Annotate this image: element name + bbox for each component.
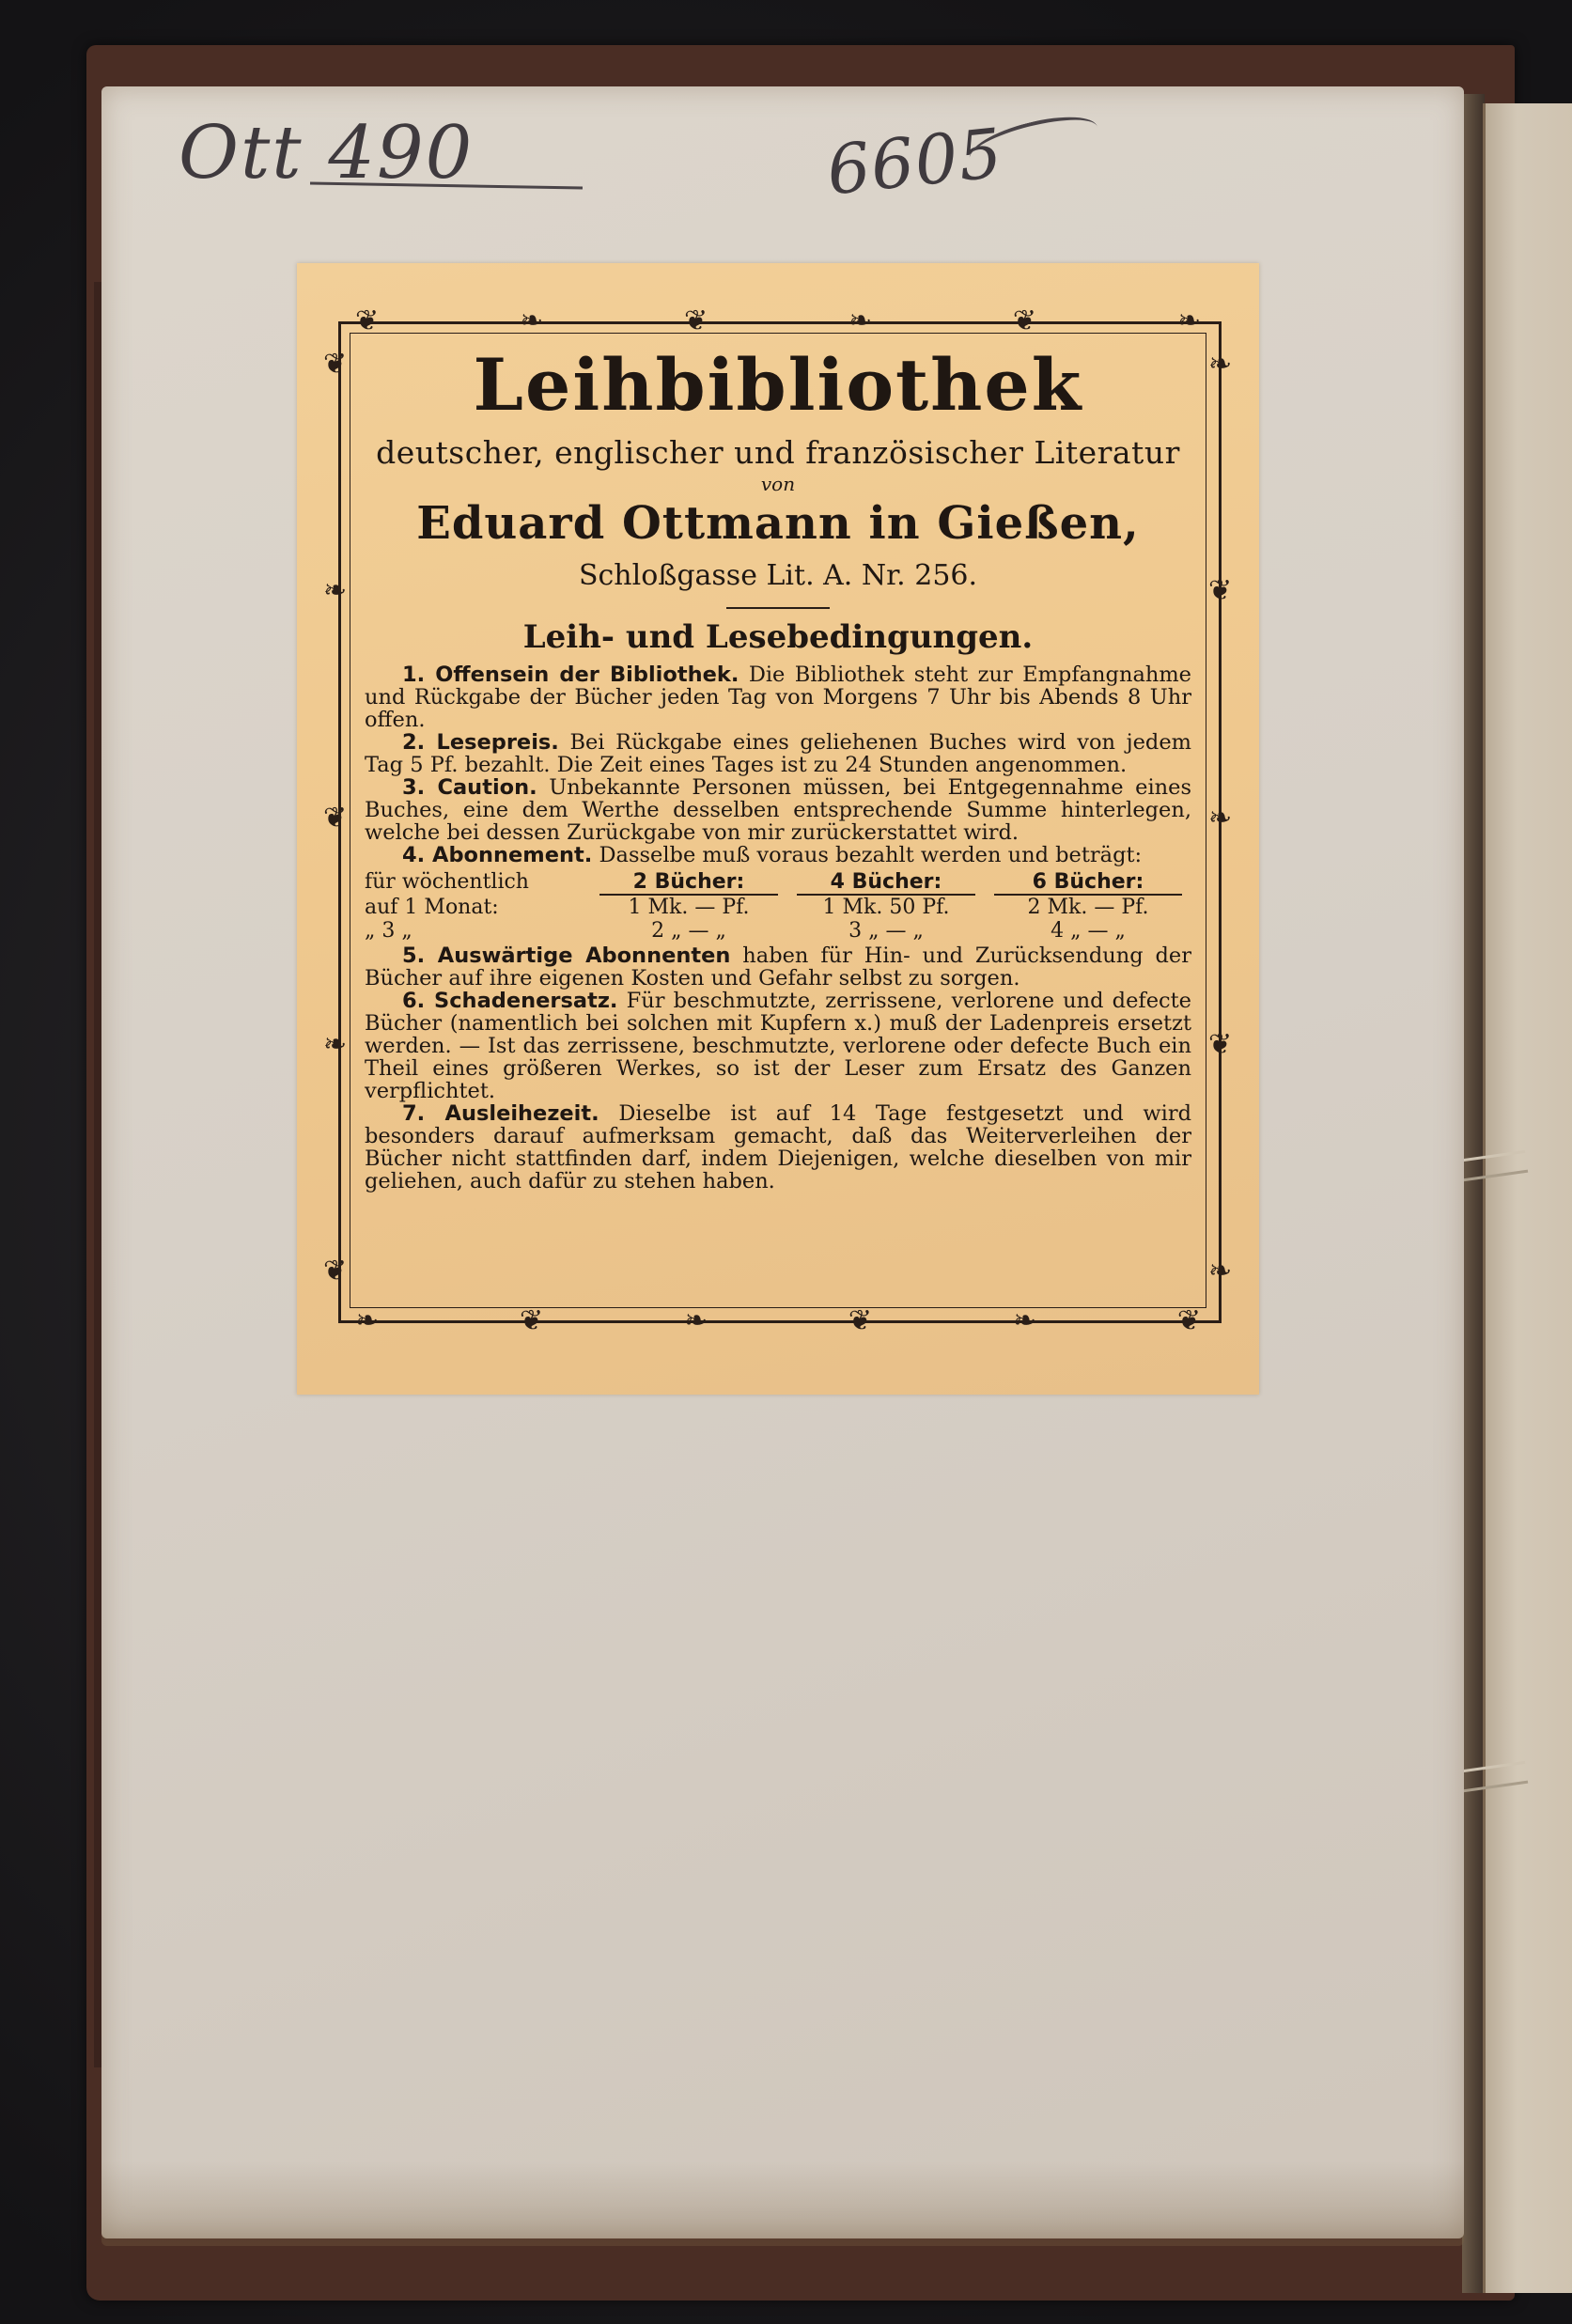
ornament-row-bottom — [355, 1304, 1201, 1337]
condition-text: haben für Hin- und Zurücksendung der Bücher auf ihre eigenen Kosten und Gefahr selbst zu sorgen. — [365, 944, 1191, 990]
label-address: Schloßgasse Lit. A. Nr. 256. — [578, 559, 978, 592]
subscription-price-table — [365, 870, 1191, 943]
condition-3 — [365, 776, 1191, 844]
price-cell: 2 „ — „ — [651, 919, 726, 943]
book-spine-gap — [1462, 94, 1485, 2293]
condition-lead: 5. Auswärtige Abonnenten — [402, 944, 731, 968]
scroll-ornament-icon: ❧ — [323, 1027, 348, 1061]
scroll-ornament-icon: ❧ — [519, 304, 544, 337]
label-subtitle: deutscher, englischer und französischer Literatur — [376, 434, 1180, 471]
condition-lead: 1. Offensein der Bibliothek. — [402, 663, 739, 687]
label-von: von — [760, 473, 796, 495]
scroll-ornament-icon: ❧ — [683, 1304, 708, 1337]
condition-6 — [365, 990, 1191, 1102]
ornament-column-left — [323, 348, 347, 1287]
price-row-header: für wöchentlich — [365, 870, 529, 894]
scroll-ornament-icon: ❦ — [519, 1304, 544, 1337]
condition-lead: 6. Schadenersatz. — [402, 989, 618, 1013]
ornament-row-top — [355, 304, 1201, 337]
scroll-ornament-icon: ❦ — [323, 801, 348, 834]
price-cell: 3 „ — „ — [848, 919, 924, 943]
price-col-6-books: 6 Bücher: — [994, 870, 1182, 896]
condition-text: Für beschmutzte, zerrissene, verlorene und defecte Bücher (namentlich bei solchen mit Kupfern x.) muß der Ladenpreis ersetzt werden. — Ist das zerrissene, beschmutzte, verlorene oder defecte Buch ein Theil eines größeren Werkes, so ist der Leser zum Ersatz des Ganzen verpflichtet. — [365, 989, 1191, 1103]
condition-2 — [365, 731, 1191, 776]
condition-text: Dieselbe ist auf 14 Tage festgesetzt und wird besonders darauf aufmerksam gemacht, daß das Weiterverleihen der Bücher nicht stattfinden darf, indem Diejenigen, welche dieselben von mir geliehen, auch dafür zu stehen haben. — [365, 1101, 1191, 1193]
scroll-ornament-icon: ❧ — [1208, 348, 1233, 381]
condition-text: Bei Rückgabe eines geliehenen Buches wird von jedem Tag 5 Pf. bezahlt. Die Zeit eines Tages ist zu 24 Stunden angenommen. — [365, 730, 1191, 777]
price-row-1-label: auf 1 Monat: — [365, 896, 499, 919]
scroll-ornament-icon: ❧ — [355, 1304, 380, 1337]
condition-1 — [365, 663, 1191, 731]
condition-text: Dasselbe muß voraus bezahlt werden und beträgt: — [592, 843, 1143, 867]
handwritten-inventory-number: 6605 — [823, 113, 1007, 211]
page-stain — [101, 2161, 1464, 2246]
price-col-2-books: 2 Bücher: — [599, 870, 778, 896]
facing-page — [1483, 103, 1572, 2293]
condition-5 — [365, 944, 1191, 990]
scroll-ornament-icon: ❧ — [1176, 304, 1201, 337]
scroll-ornament-icon: ❦ — [323, 348, 348, 381]
scroll-ornament-icon: ❧ — [1208, 801, 1233, 834]
condition-text: Die Bibliothek steht zur Empfangnahme und Rückgabe der Bücher jeden Tag von Morgens 7 Uhr bis Abends 8 Uhr offen. — [365, 663, 1191, 732]
label-divider — [726, 607, 830, 609]
condition-7 — [365, 1102, 1191, 1193]
library-bookplate-label — [297, 263, 1259, 1395]
price-cell: 1 Mk. 50 Pf. — [822, 896, 950, 919]
scroll-ornament-icon: ❧ — [1012, 1304, 1037, 1337]
label-title: Leihbibliothek — [473, 343, 1083, 427]
ornament-column-right — [1208, 348, 1232, 1287]
price-cell: 2 Mk. — Pf. — [1027, 896, 1149, 919]
scroll-ornament-icon: ❦ — [848, 1304, 873, 1337]
condition-text: Unbekannte Personen müssen, bei Entgegennahme eines Buches, eine dem Werthe desselben entsprechende Summe hinterlegen, welche bei dessen Zurückgabe von mir zurückerstattet wird. — [365, 775, 1191, 845]
price-row-2-label: „ 3 „ — [365, 919, 412, 943]
scroll-ornament-icon: ❧ — [323, 574, 348, 608]
label-owner: Eduard Ottmann in Gießen, — [416, 497, 1140, 550]
scroll-ornament-icon: ❦ — [1208, 574, 1233, 608]
price-cell: 1 Mk. — Pf. — [628, 896, 750, 919]
conditions-heading: Leih- und Lesebedingungen. — [522, 618, 1034, 656]
scroll-ornament-icon: ❦ — [683, 304, 708, 337]
scroll-ornament-icon: ❦ — [323, 1255, 348, 1287]
label-content — [365, 342, 1191, 1193]
scroll-ornament-icon: ❧ — [1208, 1255, 1233, 1287]
price-cell: 4 „ — „ — [1051, 919, 1126, 943]
scroll-ornament-icon: ❦ — [355, 304, 380, 337]
scroll-ornament-icon: ❧ — [848, 304, 873, 337]
scroll-ornament-icon: ❦ — [1208, 1027, 1233, 1061]
condition-lead: 4. Abonnement. — [402, 843, 593, 867]
price-col-4-books: 4 Bücher: — [797, 870, 975, 896]
handwritten-shelf-mark: Ott 490 — [179, 111, 475, 195]
condition-4 — [365, 844, 1191, 866]
scroll-ornament-icon: ❦ — [1176, 1304, 1201, 1337]
condition-lead: 3. Caution. — [402, 775, 537, 800]
condition-lead: 2. Lesepreis. — [402, 730, 559, 755]
condition-lead: 7. Ausleihezeit. — [402, 1101, 599, 1126]
scroll-ornament-icon: ❦ — [1012, 304, 1037, 337]
